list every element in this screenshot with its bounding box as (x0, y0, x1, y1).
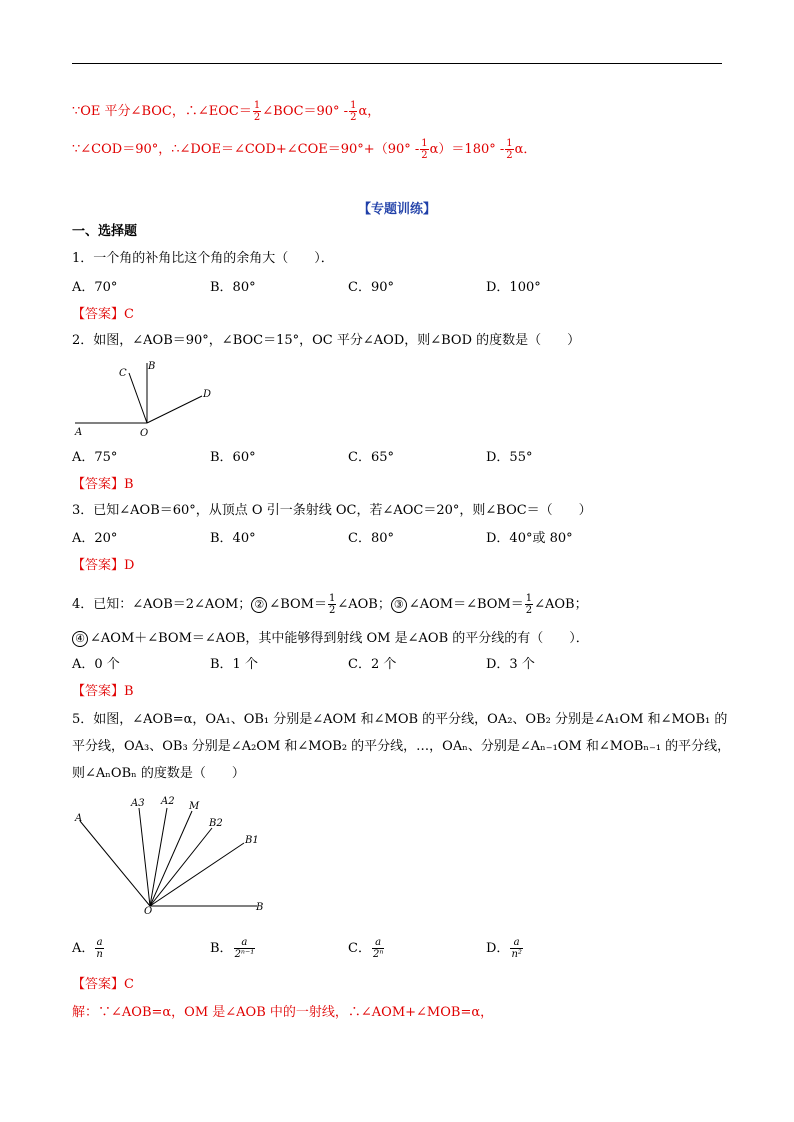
label-c: C (119, 368, 127, 379)
question-5-line-1: 5．如图，∠AOB=α，OA₁、OB₁ 分别是∠AOM 和∠MOB 的平分线，OA₂、OB₂ 分别是∠A₁OM 和∠MOB₁ 的 (72, 712, 728, 727)
q5-solution: 解：∵∠AOB=α，OM 是∠AOB 中的一射线，∴∠AOM+∠MOB=α， (72, 1005, 494, 1020)
section-title: 【专题训练】 (357, 202, 436, 217)
label-b2: B2 (209, 818, 223, 829)
q5-option-c: C． $\frac{a}{\text{2ⁿ}}$ (348, 937, 384, 960)
q2-option-d: D．55° (486, 450, 533, 465)
question-4-line-2: ④ ∠AOM＋∠BOM＝∠AOB，其中能够得到射线 OM 是∠AOB 的平分线的有（ ）． (72, 630, 589, 648)
q1-answer: 【答案】C (72, 307, 134, 322)
q4-option-d: D．3 个 (486, 657, 535, 672)
question-5-line-2: 平分线，OA₃、OB₃ 分别是∠A₂OM 和∠MOB₂ 的平分线，…，OAₙ、分别是∠Aₙ₋₁OM 和∠MOBₙ₋₁ 的平分线， (72, 739, 731, 754)
q2-figure (72, 358, 232, 443)
question-4-line-1: 4．已知：∠AOB＝2∠AOM； ② ∠BOM＝ $\frac{1}{2}$ ∠AOB； ③ ∠AOM＝∠BOM＝ $\frac{1}{2}$ ∠AOB； (72, 593, 588, 616)
q5-option-d: D． $\frac{a}{\text{n²}}$ (486, 937, 522, 960)
q4-answer: 【答案】B (72, 684, 134, 699)
ray-oa (80, 821, 150, 906)
q4-option-c: C．2 个 (348, 657, 397, 672)
label-d: D (203, 389, 212, 400)
solution-line-1: ∵OE 平分∠BOC，∴∠EOC＝ $\frac{1}{2}$ ∠BOC＝90° - $\frac{1}{2}$ α， (72, 100, 381, 123)
solution-line-2: ∵∠COD＝90°，∴∠DOE＝∠COD+∠COE＝90°+（90° - $\frac{1}{2}$ α）＝180° - $\frac{1}{2}$ α． (72, 138, 537, 161)
part-title: 一、选择题 (72, 224, 138, 239)
label-a3: A3 (131, 798, 145, 809)
label-o: O (140, 428, 149, 439)
ray-oc (129, 373, 147, 423)
q1-option-a: A．70° (72, 280, 118, 295)
q1-option-c: C．90° (348, 280, 394, 295)
label-a: A (75, 427, 83, 438)
label-b: B (148, 361, 156, 372)
q5-answer: 【答案】C (72, 977, 134, 992)
q3-answer: 【答案】D (72, 558, 135, 573)
label-b: B (256, 902, 264, 913)
q3-option-d: D．40°或 80° (486, 531, 573, 546)
ray-oa3 (139, 808, 150, 906)
question-2: 2．如图，∠AOB＝90°，∠BOC＝15°，OC 平分∠AOD，则∠BOD 的度数是（ ） (72, 333, 581, 348)
q2-answer: 【答案】B (72, 477, 134, 492)
q3-option-a: A．20° (72, 531, 118, 546)
label-a: A (75, 813, 83, 824)
q3-option-c: C．80° (348, 531, 394, 546)
question-5-line-3: 则∠AₙOBₙ 的度数是（ ） (72, 766, 245, 781)
q1-option-d: D．100° (486, 280, 541, 295)
question-3: 3．已知∠AOB＝60°，从顶点 O 引一条射线 OC，若∠AOC＝20°，则∠BOC＝（ ） (72, 503, 592, 518)
q5-figure (72, 793, 272, 918)
q3-option-b: B．40° (210, 531, 256, 546)
label-a2: A2 (161, 796, 175, 807)
q4-option-b: B．1 个 (210, 657, 258, 672)
label-o: O (144, 906, 153, 917)
q2-option-b: B．60° (210, 450, 256, 465)
q5-option-b: B． $\frac{a}{\text{2ⁿ⁻¹}}$ (210, 937, 255, 960)
ray-ob2 (150, 828, 212, 906)
q2-option-a: A．75° (72, 450, 118, 465)
q2-option-c: C．65° (348, 450, 394, 465)
label-m: M (189, 801, 200, 812)
q4-option-a: A．0 个 (72, 657, 120, 672)
header-rule (72, 63, 722, 64)
label-b1: B1 (245, 835, 259, 846)
q5-option-a: A． $\frac{a}{n}$ (72, 937, 103, 960)
ray-oa2 (150, 808, 167, 906)
q1-option-b: B．80° (210, 280, 256, 295)
ray-od (147, 396, 202, 423)
question-1: 1．一个角的补角比这个角的余角大（ ）． (72, 251, 334, 266)
